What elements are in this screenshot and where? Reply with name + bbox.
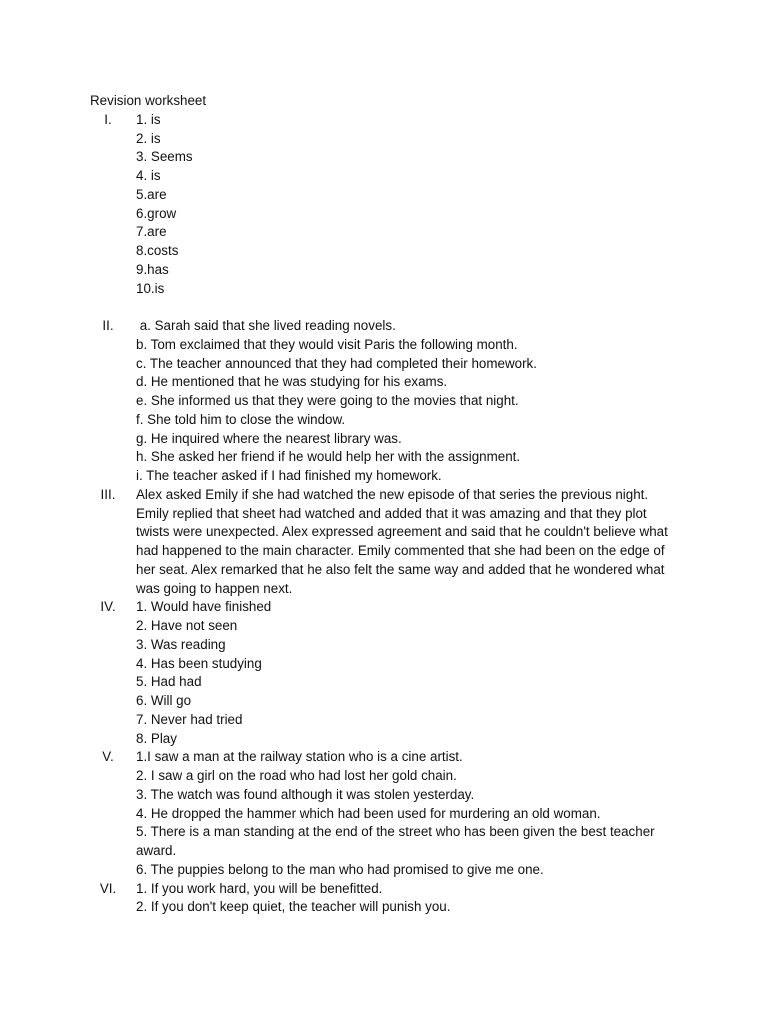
section-ii: [0, 317, 768, 486]
answer-item: g. He inquired where the nearest library was.: [136, 430, 402, 446]
answer-item: i. The teacher asked if I had finished my homework.: [136, 468, 442, 483]
answer-item: 5. Had had: [136, 674, 202, 690]
answer-item: c. The teacher announced that they had completed their homework.: [136, 355, 537, 371]
answer-item: 8. Play: [136, 730, 177, 746]
answer-item: 1. If you work hard, you will be benefitted.: [136, 880, 383, 896]
answer-item: 1.I saw a man at the railway station who is a cine artist.: [136, 749, 463, 765]
answer-item: 6.grow: [136, 205, 177, 221]
section-numeral: IV.: [100, 599, 116, 615]
section-numeral: V.: [102, 749, 114, 765]
answer-item: 4. Has been studying: [136, 655, 262, 671]
answer-item: 4. He dropped the hammer which had been used for murdering an old woman.: [136, 805, 601, 821]
answer-item: 6. Will go: [136, 693, 192, 708]
answer-item: 2. I saw a girl on the road who had lost her gold chain.: [136, 768, 457, 783]
section-spacer: [0, 298, 768, 317]
answer-item: 3. Was reading: [136, 636, 226, 652]
answer-item: 1. is: [136, 111, 161, 127]
document-title: Revision worksheet: [90, 93, 207, 108]
answer-item: 7. Never had tried: [136, 711, 243, 727]
answer-list: [136, 880, 676, 918]
answer-item: 3. Seems: [136, 149, 193, 165]
answer-item: f. She told him to close the window.: [136, 411, 346, 427]
answer-item: h. She asked her friend if he would help her with the assignment.: [136, 449, 521, 465]
answer-item: 8.costs: [136, 243, 179, 258]
section-numeral: VI.: [99, 880, 117, 896]
section-iv: [0, 598, 768, 748]
answer-item: 5.are: [136, 186, 167, 202]
answer-item: 7.are: [136, 224, 167, 240]
answer-item: 2. is: [136, 130, 161, 146]
answer-paragraph: Alex asked Emily if she had watched the new episode of that series the previous night. Emily replied that sheet had watched and added that it was amazing and that they plot twists were unexpected. Alex expressed agreement and said that he couldn't believe what had happened to the main character. Emily commented that she had been on the edge of her seat. Alex remarked that he also felt the same way and added that he wondered what was going to happen next.: [136, 486, 668, 596]
answer-item: b. Tom exclaimed that they would visit Paris the following month.: [136, 336, 518, 352]
section-iii: [0, 486, 768, 599]
answer-item: 6. The puppies belong to the man who had promised to give me one.: [136, 861, 544, 877]
answer-item: 3. The watch was found although it was stolen yesterday.: [136, 786, 475, 802]
section-vi: [0, 880, 768, 918]
answer-list: [136, 598, 676, 748]
answer-item: 4. is: [136, 168, 161, 183]
answer-list: [136, 317, 676, 486]
answer-paragraph-wrap: [136, 486, 676, 599]
answer-item: d. He mentioned that he was studying for his exams.: [136, 374, 448, 390]
answer-item: 9.has: [136, 261, 169, 277]
section-numeral: II.: [102, 318, 114, 333]
document-content: [0, 92, 768, 917]
answer-item: 5. There is a man standing at the end of the street who has been given the best teacher award.: [136, 824, 655, 858]
answer-item: 1. Would have finished: [136, 599, 272, 615]
answer-item: 2. If you don't keep quiet, the teacher will punish you.: [136, 899, 451, 915]
answer-list: [136, 748, 676, 879]
answer-list: [136, 111, 676, 299]
answer-item: a. Sarah said that she lived reading novels.: [136, 318, 396, 333]
section-v: [0, 748, 768, 879]
section-numeral: III.: [100, 486, 116, 502]
answer-item: 2. Have not seen: [136, 618, 238, 633]
answer-item: 10.is: [136, 280, 165, 296]
section-i: [0, 111, 768, 299]
answer-item: e. She informed us that they were going to the movies that night.: [136, 393, 519, 408]
section-numeral: I.: [104, 111, 112, 127]
